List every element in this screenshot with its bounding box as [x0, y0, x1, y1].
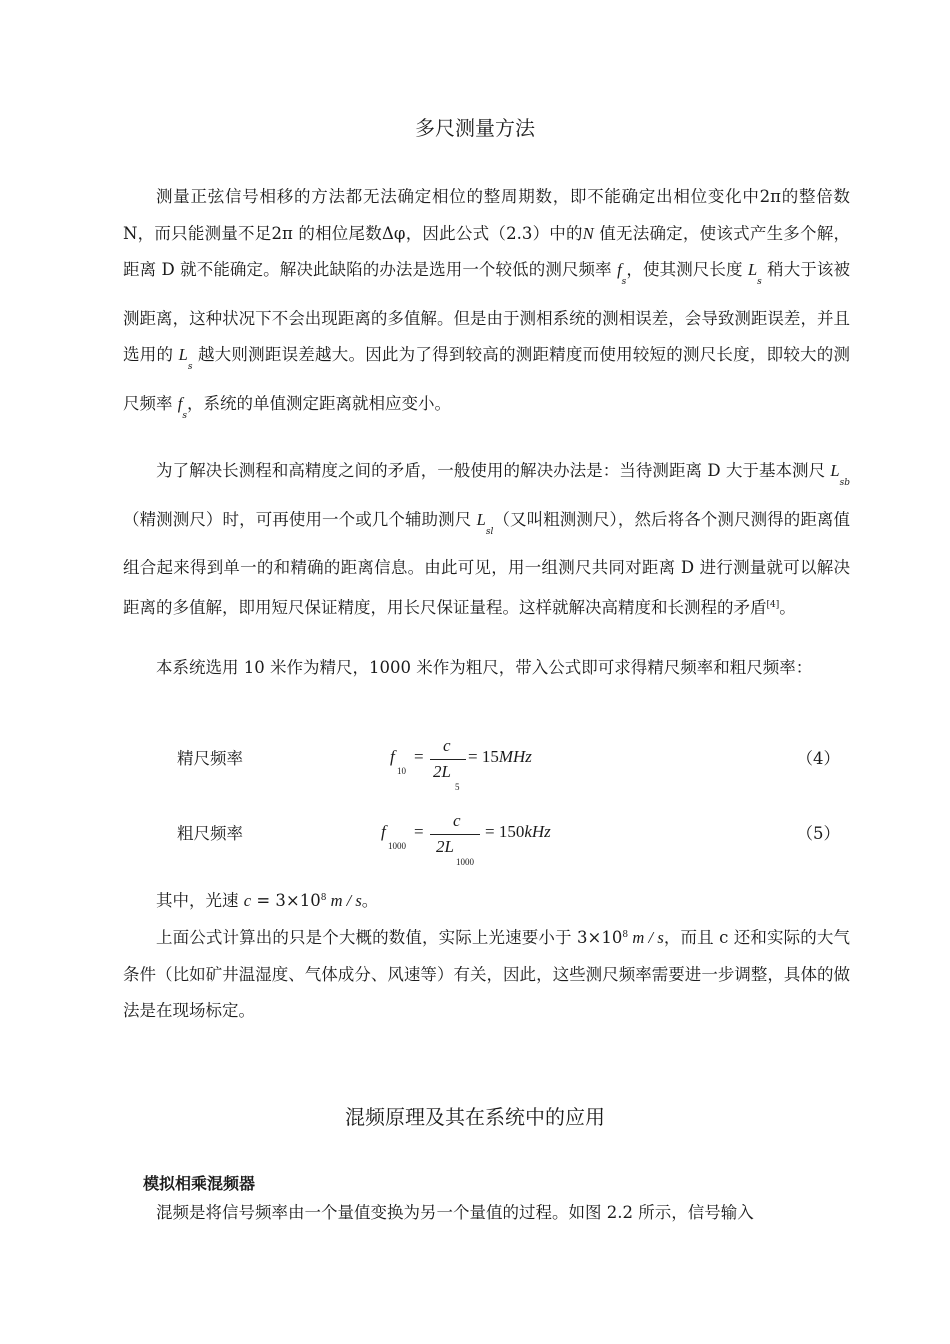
eq4-fraction-bar — [430, 759, 466, 760]
subsection-title: 模拟相乘混频器 — [143, 1174, 256, 1193]
paragraph-2: 为了解决长测程和高精度之间的矛盾，一般使用的解决办法是：当待测距离 D 大于基本测尺 $L_{sb}$（精测测尺）时，可再使用一个或几个辅助测尺 $L_{sl}$（又叫粗测测尺），然后将各个测尺测得的距离值组合起来得到单一的和精确的距离信息。由此可见，用一组测尺共同对距离 D 进行测量就可以解决距离的多值解，即用短尺保证精度，用长尺保证量程。这样就解决高精度和长测程的矛盾[4]。 — [123, 461, 851, 617]
section-title-2: 混频原理及其在系统中的应用 — [345, 1105, 605, 1129]
eq4-denominator: 2L — [433, 762, 451, 781]
eq4-lhs: f — [390, 747, 395, 766]
eq5-lhs: f — [381, 822, 386, 841]
eq5-lhs-sub: 1000 — [388, 841, 406, 851]
eq5-fraction-bar — [430, 834, 480, 835]
eq5-label: 粗尺频率 — [177, 824, 243, 843]
eq5-number: （5） — [796, 824, 840, 843]
eq5-rhs: = 150kHz — [485, 822, 551, 841]
paragraph-5: 上面公式计算出的只是个大概的数值，实际上光速要小于 $3\times 10^8$ m / s，而且 c 还和实际的大气条件（比如矿井温湿度、气体成分、风速等）有关，因此，这些测尺频率需要进一步调整，具体的做法是在现场标定。 — [123, 928, 851, 1020]
citation-ref: [4] — [766, 599, 780, 610]
eq4-equals: = — [414, 747, 424, 766]
paragraph-6: 混频是将信号频率由一个量值变换为另一个量值的过程。如图 2.2 所示，信号输入 — [156, 1203, 754, 1222]
eq5-numerator: c — [453, 811, 461, 830]
eq4-label: 精尺频率 — [177, 749, 243, 768]
eq5-equals: = — [414, 822, 424, 841]
eq4-lhs-sub: 10 — [397, 766, 406, 776]
eq5-den-sub: 1000 — [456, 857, 474, 867]
eq4-den-sub: 5 — [455, 782, 460, 792]
section-title: 多尺测量方法 — [415, 116, 535, 140]
paragraph-3: 本系统选用 10 米作为精尺，1000 米作为粗尺，带入公式即可求得精尺频率和粗尺频率： — [156, 658, 813, 677]
eq4-number: （4） — [796, 749, 840, 768]
eq4-numerator: c — [443, 736, 451, 755]
paragraph-1: 测量正弦信号相移的方法都无法确定相位的整周期数，即不能确定出相位变化中2π的整倍数N，而只能测量不足2π 的相位尾数Δφ，因此公式（2.3）中的N 值无法确定，使该式产生多个解，距离 D 就不能确定。解决此缺陷的办法是选用一个较低的测尺频率 $f_s$，使其测尺长度 $L_s$ 稍大于该被测距离，这种状况下不会出现距离的多值解。但是由于测相系统的测相误差，会导致测距误差，并且选用的 $L_s$ 越大则测距误差越大。因此为了得到较高的测距精度而使用较短的测尺长度，即较大的测尺频率 $f_s$，系统的单值测定距离就相应变小。 — [123, 187, 851, 421]
paragraph-4: 其中，光速 $c = 3\times 10^8$ m / s。 — [156, 891, 379, 910]
eq4-rhs: = 15MHz — [468, 747, 532, 766]
eq5-denominator: 2L — [436, 837, 454, 856]
